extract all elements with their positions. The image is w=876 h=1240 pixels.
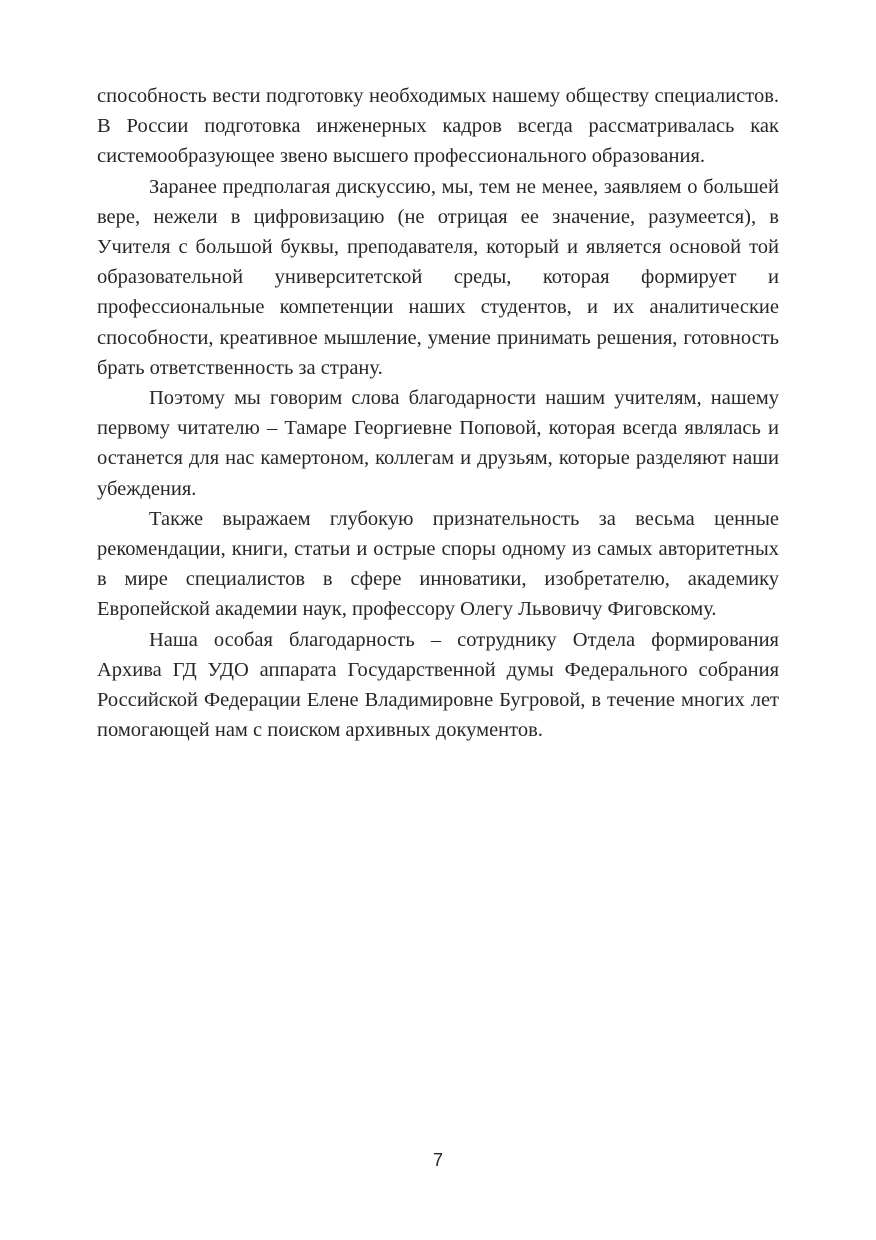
paragraph-continuation: способность вести подготовку необходимых нашему обществу специалистов. В России подготовка инженерных кадров всегда рассматривалась как системообразующее звено высшего профессионального образования. — [97, 85, 779, 168]
paragraph-gratitude-figovsky: Также выражаем глубокую признательность за весьма ценные рекомендации, книги, статьи и острые споры одному из самых авторитетных в мире специалистов в сфере инноватики, изобретателю, академику Европейской академии наук, профессору Олегу Львовичу Фиговскому. — [97, 507, 779, 621]
paragraph-discussion: Заранее предполагая дискуссию, мы, тем не менее, заявляем о большей вере, нежели в цифровизацию (не отрицая ее значение, разумеется), в Учителя с большой буквы, преподавателя, который и является основой той образовательной университетской среды, которая формирует и профессиональные компетенции наших студентов, и их аналитические способности, креативное мышление, умение принимать решения, готовность брать ответственность за страну. — [97, 175, 779, 379]
page-number: 7 — [432, 1150, 443, 1170]
paragraph-gratitude-archive: Наша особая благодарность – сотруднику Отдела формирования Архива ГД УДО аппарата Государственной думы Федерального собрания Российской Федерации Елене Владимировне Бугровой, в течение многих лет помогающей нам с поиском архивных документов. — [97, 628, 779, 742]
document-body — [97, 81, 779, 745]
paragraph-gratitude-teachers: Поэтому мы говорим слова благодарности нашим учителям, нашему первому читателю – Тамаре Георгиевне Поповой, которая всегда являлась и останется для нас камертоном, коллегам и друзьям, которые разделяют наши убеждения. — [97, 387, 779, 500]
